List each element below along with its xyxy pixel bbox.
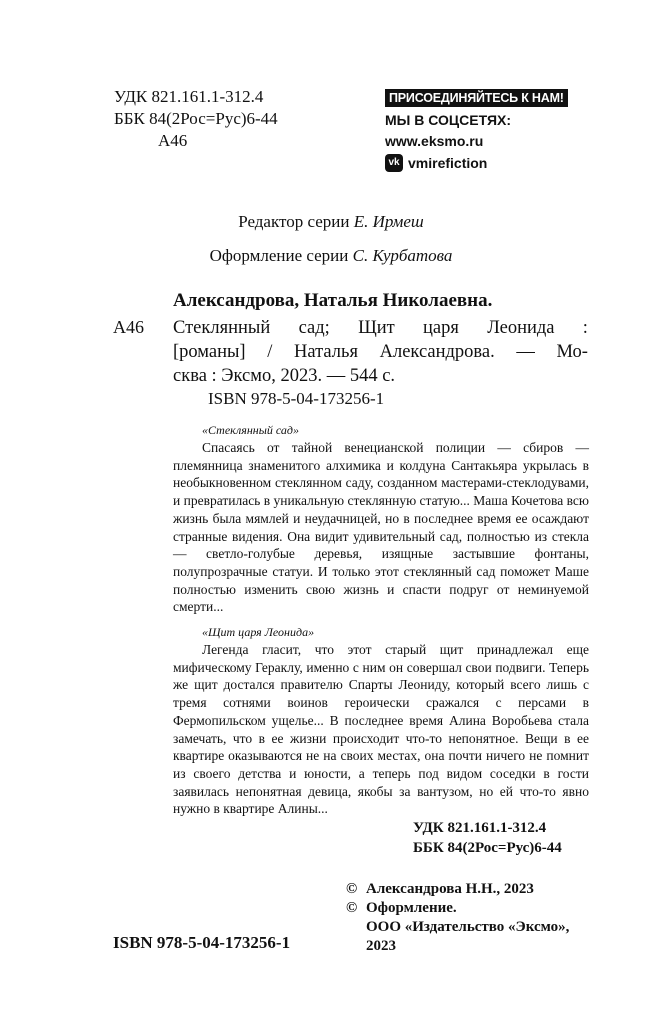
copyright-design-label: Оформление.: [366, 900, 457, 916]
annotation-glass-garden: [173, 421, 589, 616]
vk-icon: vk: [385, 154, 403, 172]
catalog-line-1: [173, 316, 588, 340]
annotation-text: Легенда гласит, что этот старый щит принадлежал еще мифическому Гераклу, именно с ним он совершал свои подвиги. Теперь же щит достался правителю Спарты Леониду, который всего лишь с тремя сотнями воинов героически сражался с персами в Фермопильском ущелье... В последнее время Алина Воробьева стала замечать, что в ее жизни происходит что-то непонятное. Вещи в ее квартире оказываются не на своих местах, она почти ничего не помнит из своего детства и юности, а теперь под видом соседки в гости заявилась непонятная девица, якобы за вантузом, но ей что-то явно нужно в квартире Алины...: [173, 642, 589, 817]
join-banner: ПРИСОЕДИНЯЙТЕСЬ К НАМ!: [385, 89, 568, 107]
annotation-text: Спасаясь от тайной венецианской полиции — сбиров — племянница знаменитого алхимика и колдуна Сантакьяра укрылась в необыкновенном стеклянном саду, созданном мастерами-стеклодувами, и превратилась в уникальную стеклянную статую... Маша Кочетова всю жизнь была мямлей и неудачницей, но в последнее время ее осаждают странные видения. Она видит удивительный сад, полностью из стекла — светло-голубые деревья, изящные застывшие фонтаны, полупрозрачные статуи. И только этот стеклянный сад поможет Маше полностью изменить свою жизнь и спасти подруг от неминуемой смерти...: [173, 440, 589, 615]
bottom-isbn: ISBN 978-5-04-173256-1: [113, 933, 291, 952]
catalog-word: Леонида: [487, 318, 555, 338]
bbk-code: ББК 84(2Рос=Рус)6-44: [114, 109, 278, 128]
udk-code: УДК 821.161.1-312.4: [114, 87, 264, 106]
design-credit: [0, 246, 662, 266]
classification-block: [114, 86, 278, 152]
catalog-line-3: сква : Эксмо, 2023. — 544 с.: [173, 366, 396, 386]
design-label: Оформление серии: [209, 246, 353, 265]
bottom-bbk: ББК 84(2Рос=Рус)6-44: [413, 840, 562, 856]
catalog-word: сад;: [298, 318, 330, 338]
copyright-author: Александрова Н.Н., 2023: [366, 881, 534, 897]
author-mark: А46: [158, 131, 188, 150]
catalog-word: [романы]: [173, 342, 246, 362]
design-name: С. Курбатова: [352, 246, 453, 265]
catalog-word: Стеклянный: [173, 318, 271, 338]
catalog-word: :: [582, 318, 588, 338]
catalog-word: Мо-: [556, 342, 588, 362]
catalog-word: царя: [423, 318, 459, 338]
annotation-title: «Стеклянный сад»: [202, 423, 299, 437]
annotation-title: «Щит царя Леонида»: [202, 625, 315, 639]
editor-label: Редактор серии: [238, 212, 354, 231]
social-block: [385, 89, 568, 174]
catalog-description: [173, 316, 588, 388]
catalog-author: Александрова, Наталья Николаевна.: [173, 290, 493, 311]
vk-handle: vmirefiction: [408, 155, 488, 171]
catalog-word: Александрова.: [379, 342, 495, 362]
catalog-word: /: [267, 342, 273, 362]
bottom-udk: УДК 821.161.1-312.4: [413, 820, 547, 836]
copyright-symbol: ©: [346, 881, 358, 897]
website-link[interactable]: www.eksmo.ru: [385, 133, 484, 149]
catalog-line-2: [173, 340, 588, 364]
copyright-publisher: ООО «Издательство «Эксмо»,: [366, 919, 570, 935]
catalog-word: —: [516, 342, 535, 362]
editor-credit: [0, 212, 662, 232]
catalog-isbn: ISBN 978-5-04-173256-1: [208, 389, 385, 408]
bottom-classification: [413, 818, 562, 858]
vk-link[interactable]: [385, 152, 568, 174]
copyright-block: [346, 880, 569, 956]
annotation-leonidas-shield: [173, 623, 589, 818]
networks-label: МЫ В СОЦСЕТЯХ:: [385, 112, 512, 128]
editor-name: Е. Ирмеш: [353, 212, 424, 231]
catalog-word: Щит: [358, 318, 395, 338]
catalog-mark: А46: [113, 317, 144, 337]
copyright-year: 2023: [366, 938, 396, 954]
catalog-word: Наталья: [294, 342, 358, 362]
copyright-symbol: ©: [346, 900, 358, 916]
